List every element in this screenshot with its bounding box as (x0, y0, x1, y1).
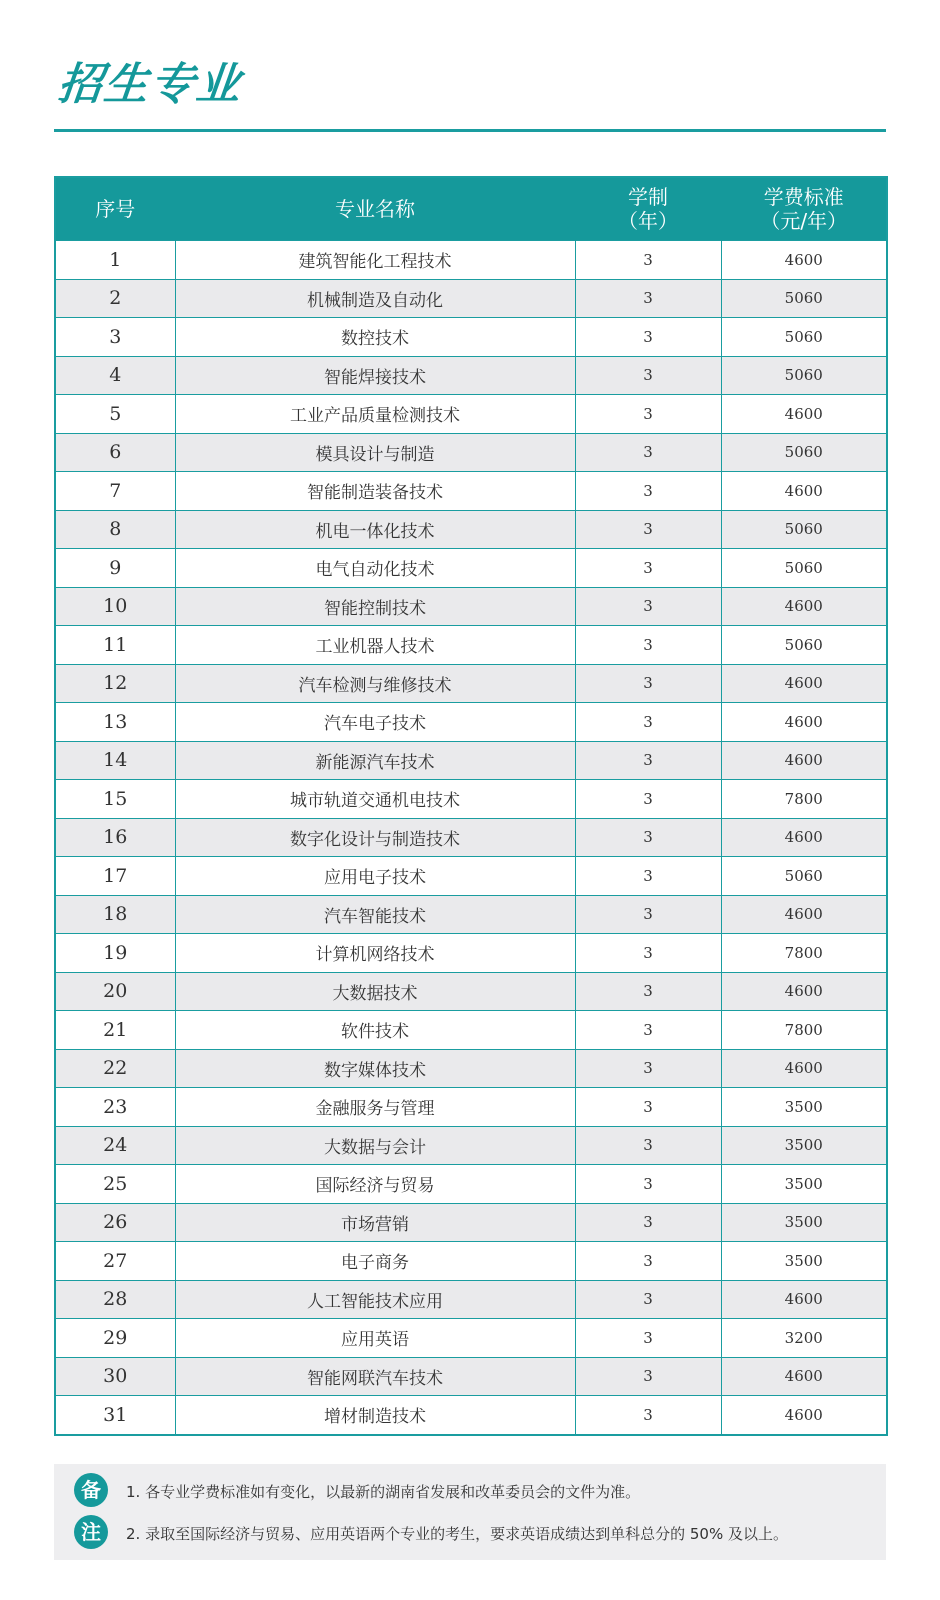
row-fee-cell: 3500 (721, 1242, 887, 1281)
row-duration-cell: 3 (575, 741, 721, 780)
row-major-cell: 智能控制技术 (175, 587, 575, 626)
table-header-row (55, 177, 887, 241)
row-fee-cell: 4600 (721, 1396, 887, 1435)
row-index-cell: 11 (55, 626, 175, 665)
row-index-cell: 25 (55, 1165, 175, 1204)
row-index-cell: 31 (55, 1396, 175, 1435)
table-row (55, 741, 887, 780)
row-major-cell: 数字媒体技术 (175, 1049, 575, 1088)
row-fee-cell: 4600 (721, 395, 887, 434)
header-fee-line2: （元/年） (760, 209, 848, 233)
row-major-cell: 工业机器人技术 (175, 626, 575, 665)
row-major-cell: 数控技术 (175, 318, 575, 357)
row-duration-cell: 3 (575, 1203, 721, 1242)
row-duration-cell: 3 (575, 549, 721, 588)
row-fee-cell: 4600 (721, 664, 887, 703)
row-duration-cell: 3 (575, 934, 721, 973)
row-duration-cell: 3 (575, 780, 721, 819)
table-row (55, 510, 887, 549)
header-index: 序号 (55, 177, 175, 241)
row-major-cell: 大数据技术 (175, 972, 575, 1011)
row-index-cell: 20 (55, 972, 175, 1011)
table-row (55, 279, 887, 318)
row-duration-cell: 3 (575, 895, 721, 934)
page-title: 招生专业 (55, 59, 245, 110)
row-major-cell: 市场营销 (175, 1203, 575, 1242)
row-fee-cell: 4600 (721, 472, 887, 511)
table-row (55, 1203, 887, 1242)
row-index-cell: 9 (55, 549, 175, 588)
table-row (55, 1049, 887, 1088)
row-major-cell: 人工智能技术应用 (175, 1280, 575, 1319)
table-row (55, 433, 887, 472)
row-duration-cell: 3 (575, 626, 721, 665)
table-row (55, 1319, 887, 1358)
row-duration-cell: 3 (575, 356, 721, 395)
header-fee (721, 177, 887, 241)
row-index-cell: 3 (55, 318, 175, 357)
row-fee-cell: 3500 (721, 1203, 887, 1242)
row-fee-cell: 4600 (721, 1280, 887, 1319)
row-fee-cell: 4600 (721, 241, 887, 280)
row-fee-cell: 5060 (721, 433, 887, 472)
row-major-cell: 机械制造及自动化 (175, 279, 575, 318)
row-fee-cell: 3200 (721, 1319, 887, 1358)
row-index-cell: 19 (55, 934, 175, 973)
row-index-cell: 13 (55, 703, 175, 742)
row-duration-cell: 3 (575, 818, 721, 857)
table-row (55, 1396, 887, 1435)
row-index-cell: 18 (55, 895, 175, 934)
row-major-cell: 大数据与会计 (175, 1126, 575, 1165)
row-fee-cell: 4600 (721, 1357, 887, 1396)
table-row (55, 1165, 887, 1204)
row-duration-cell: 3 (575, 1049, 721, 1088)
row-index-cell: 14 (55, 741, 175, 780)
row-major-cell: 汽车电子技术 (175, 703, 575, 742)
row-fee-cell: 5060 (721, 857, 887, 896)
row-major-cell: 电气自动化技术 (175, 549, 575, 588)
row-duration-cell: 3 (575, 1280, 721, 1319)
row-fee-cell: 5060 (721, 279, 887, 318)
row-index-cell: 4 (55, 356, 175, 395)
row-duration-cell: 3 (575, 1319, 721, 1358)
row-major-cell: 智能焊接技术 (175, 356, 575, 395)
row-index-cell: 29 (55, 1319, 175, 1358)
row-fee-cell: 7800 (721, 1011, 887, 1050)
table-row (55, 626, 887, 665)
row-duration-cell: 3 (575, 857, 721, 896)
table-row (55, 934, 887, 973)
row-duration-cell: 3 (575, 279, 721, 318)
row-major-cell: 城市轨道交通机电技术 (175, 780, 575, 819)
row-index-cell: 6 (55, 433, 175, 472)
row-fee-cell: 5060 (721, 626, 887, 665)
row-fee-cell: 4600 (721, 895, 887, 934)
row-index-cell: 7 (55, 472, 175, 511)
row-fee-cell: 3500 (721, 1126, 887, 1165)
row-duration-cell: 3 (575, 395, 721, 434)
row-duration-cell: 3 (575, 510, 721, 549)
row-index-cell: 27 (55, 1242, 175, 1281)
row-index-cell: 22 (55, 1049, 175, 1088)
table-row (55, 1357, 887, 1396)
row-index-cell: 2 (55, 279, 175, 318)
row-major-cell: 数字化设计与制造技术 (175, 818, 575, 857)
row-major-cell: 汽车智能技术 (175, 895, 575, 934)
row-major-cell: 智能网联汽车技术 (175, 1357, 575, 1396)
row-fee-cell: 4600 (721, 703, 887, 742)
row-duration-cell: 3 (575, 1357, 721, 1396)
row-fee-cell: 5060 (721, 318, 887, 357)
note-badge-bei: 备 (74, 1473, 108, 1507)
row-index-cell: 16 (55, 818, 175, 857)
row-duration-cell: 3 (575, 664, 721, 703)
row-major-cell: 建筑智能化工程技术 (175, 241, 575, 280)
table-row (55, 1280, 887, 1319)
row-major-cell: 国际经济与贸易 (175, 1165, 575, 1204)
row-index-cell: 17 (55, 857, 175, 896)
table-row (55, 241, 887, 280)
table-row (55, 1242, 887, 1281)
row-duration-cell: 3 (575, 1396, 721, 1435)
row-duration-cell: 3 (575, 241, 721, 280)
note-item-2: 2. 录取至国际经济与贸易、应用英语两个专业的考生，要求英语成绩达到单科总分的 50% 及以上。 (126, 1525, 788, 1543)
row-major-cell: 智能制造装备技术 (175, 472, 575, 511)
row-duration-cell: 3 (575, 1126, 721, 1165)
table-row (55, 1126, 887, 1165)
row-major-cell: 机电一体化技术 (175, 510, 575, 549)
notes-panel (54, 1464, 886, 1560)
table-row (55, 703, 887, 742)
row-index-cell: 21 (55, 1011, 175, 1050)
table-row (55, 972, 887, 1011)
row-fee-cell: 4600 (721, 1049, 887, 1088)
row-duration-cell: 3 (575, 1165, 721, 1204)
row-fee-cell: 4600 (721, 587, 887, 626)
row-index-cell: 24 (55, 1126, 175, 1165)
row-major-cell: 金融服务与管理 (175, 1088, 575, 1127)
row-duration-cell: 3 (575, 1011, 721, 1050)
title-divider (54, 129, 886, 132)
row-duration-cell: 3 (575, 587, 721, 626)
table-body (55, 241, 887, 1435)
header-major: 专业名称 (175, 177, 575, 241)
row-index-cell: 23 (55, 1088, 175, 1127)
row-fee-cell: 4600 (721, 972, 887, 1011)
row-major-cell: 模具设计与制造 (175, 433, 575, 472)
row-fee-cell: 3500 (721, 1165, 887, 1204)
row-major-cell: 增材制造技术 (175, 1396, 575, 1435)
header-fee-line1: 学费标准 (763, 185, 844, 209)
row-index-cell: 28 (55, 1280, 175, 1319)
table-row (55, 664, 887, 703)
note-item-1: 1. 各专业学费标准如有变化，以最新的湖南省发展和改革委员会的文件为准。 (126, 1483, 641, 1501)
row-major-cell: 应用英语 (175, 1319, 575, 1358)
row-fee-cell: 4600 (721, 818, 887, 857)
header-duration (575, 177, 721, 241)
row-major-cell: 应用电子技术 (175, 857, 575, 896)
row-index-cell: 5 (55, 395, 175, 434)
row-major-cell: 软件技术 (175, 1011, 575, 1050)
table-row (55, 318, 887, 357)
row-index-cell: 8 (55, 510, 175, 549)
row-fee-cell: 5060 (721, 356, 887, 395)
row-index-cell: 26 (55, 1203, 175, 1242)
table-row (55, 1088, 887, 1127)
table-row (55, 549, 887, 588)
table-row (55, 818, 887, 857)
row-duration-cell: 3 (575, 472, 721, 511)
row-fee-cell: 7800 (721, 934, 887, 973)
row-duration-cell: 3 (575, 318, 721, 357)
table-row (55, 395, 887, 434)
row-fee-cell: 5060 (721, 549, 887, 588)
row-index-cell: 12 (55, 664, 175, 703)
table-row (55, 472, 887, 511)
table-row (55, 895, 887, 934)
row-major-cell: 工业产品质量检测技术 (175, 395, 575, 434)
row-major-cell: 电子商务 (175, 1242, 575, 1281)
row-duration-cell: 3 (575, 433, 721, 472)
row-duration-cell: 3 (575, 703, 721, 742)
row-fee-cell: 4600 (721, 741, 887, 780)
row-index-cell: 30 (55, 1357, 175, 1396)
row-major-cell: 汽车检测与维修技术 (175, 664, 575, 703)
majors-fee-table (54, 176, 888, 1436)
row-duration-cell: 3 (575, 1088, 721, 1127)
row-major-cell: 计算机网络技术 (175, 934, 575, 973)
table-row (55, 1011, 887, 1050)
row-fee-cell: 3500 (721, 1088, 887, 1127)
table-row (55, 356, 887, 395)
note-badge-zhu: 注 (74, 1515, 108, 1549)
table-row (55, 857, 887, 896)
table-row (55, 780, 887, 819)
table-row (55, 587, 887, 626)
row-duration-cell: 3 (575, 1242, 721, 1281)
row-fee-cell: 7800 (721, 780, 887, 819)
header-duration-line1: 学制 (628, 185, 668, 209)
row-index-cell: 15 (55, 780, 175, 819)
header-duration-line2: （年） (618, 209, 678, 233)
row-duration-cell: 3 (575, 972, 721, 1011)
row-major-cell: 新能源汽车技术 (175, 741, 575, 780)
row-index-cell: 10 (55, 587, 175, 626)
row-index-cell: 1 (55, 241, 175, 280)
row-fee-cell: 5060 (721, 510, 887, 549)
